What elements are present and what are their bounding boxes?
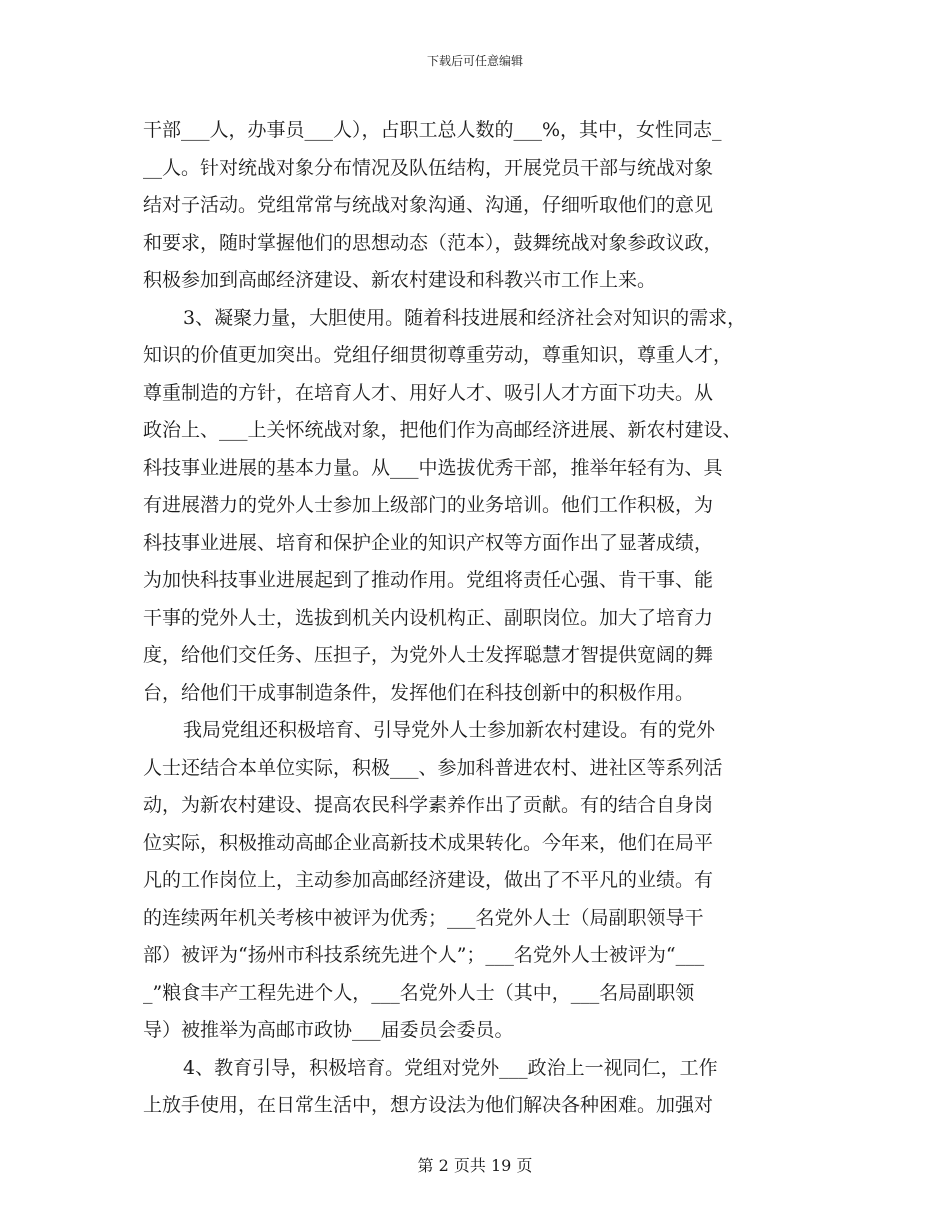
text-line: __人。针对统战对象分布情况及队伍结构，开展党员干部与统战对象 xyxy=(143,156,714,179)
text-line: 尊重制造的方针，在培育人才、用好人才、吸引人才方面下功夫。从 xyxy=(143,381,714,404)
text-line: 知识的价值更加突出。党组仔细贯彻尊重劳动，尊重知识，尊重人才， xyxy=(143,344,733,366)
text-line: 度，给他们交任务、压担子，为党外人士发挥聪慧才智提供宽阔的舞 xyxy=(143,644,714,666)
text-line: _”粮食丰产工程先进个人，___名党外人士（其中，___名局副职领 xyxy=(143,981,695,1004)
text-line: 为加快科技事业进展起到了推动作用。党组将责任心强、肯干事、能 xyxy=(143,569,714,591)
text-line: 动，为新农村建设、提高农民科学素养作出了贡献。有的结合自身岗 xyxy=(143,794,714,816)
text-line: 位实际，积极推动高邮企业高新技术成果转化。今年来，他们在局平 xyxy=(143,831,714,854)
page-header: 下载后可任意编辑 xyxy=(426,54,523,68)
text-line: 和要求，随时掌握他们的思想动态（范本），鼓舞统战对象参政议政， xyxy=(143,231,723,254)
text-line: 结对子活动。党组常常与统战对象沟通、沟通，仔细听取他们的意见 xyxy=(143,194,714,216)
text-line: 积极参加到高邮经济建设、新农村建设和科教兴市工作上来。 xyxy=(143,269,657,291)
paragraph-start-line: 4、教育引导，积极培育。党组对党外___政治上一视同仁，工作 xyxy=(183,1056,718,1079)
text-line: 的连续两年机关考核中被评为优秀；___名党外人士（局副职领导干 xyxy=(143,906,704,929)
text-line: 科技事业进展的基本力量。从___中选拔优秀干部，推举年轻有为、具 xyxy=(143,456,723,479)
text-line: 导）被推举为高邮市政协___届委员会委员。 xyxy=(143,1019,514,1041)
text-line: 部）被评为“扬州市科技系统先进个人”；___名党外人士被评为“___ xyxy=(143,944,705,966)
page-footer: 第 2 页共 19 页 xyxy=(417,1156,533,1175)
text-line: 干事的党外人士，选拔到机关内设机构正、副职岗位。加大了培育力 xyxy=(143,606,714,629)
text-line: 科技事业进展、培育和保护企业的知识产权等方面作出了显著成绩， xyxy=(143,531,714,554)
text-line: 干部___人，办事员___人），占职工总人数的___%，其中，女性同志_ xyxy=(143,119,722,141)
document-body xyxy=(143,112,823,1125)
text-line: 政治上、___上关怀统战对象，把他们作为高邮经济进展、新农村建设、 xyxy=(143,419,742,441)
text-line: 人士还结合本单位实际，积极___、参加科普进农村、进社区等系列活 xyxy=(143,756,723,779)
text-line: 有进展潜力的党外人士参加上级部门的业务培训。他们工作积极，为 xyxy=(143,494,714,516)
text-line: 凡的工作岗位上，主动参加高邮经济建设，做出了不平凡的业绩。有 xyxy=(143,869,714,891)
paragraph-start-line: 我局党组还积极培育、引导党外人士参加新农村建设。有的党外 xyxy=(183,719,716,741)
paragraph-start-line: 3、凝聚力量，大胆使用。随着科技进展和经济社会对知识的需求， xyxy=(183,306,747,329)
text-line: 台，给他们干成事制造条件，发挥他们在科技创新中的积极作用。 xyxy=(143,681,695,704)
text-line: 上放手使用，在日常生活中，想方设法为他们解决各种困难。加强对 xyxy=(143,1094,714,1116)
